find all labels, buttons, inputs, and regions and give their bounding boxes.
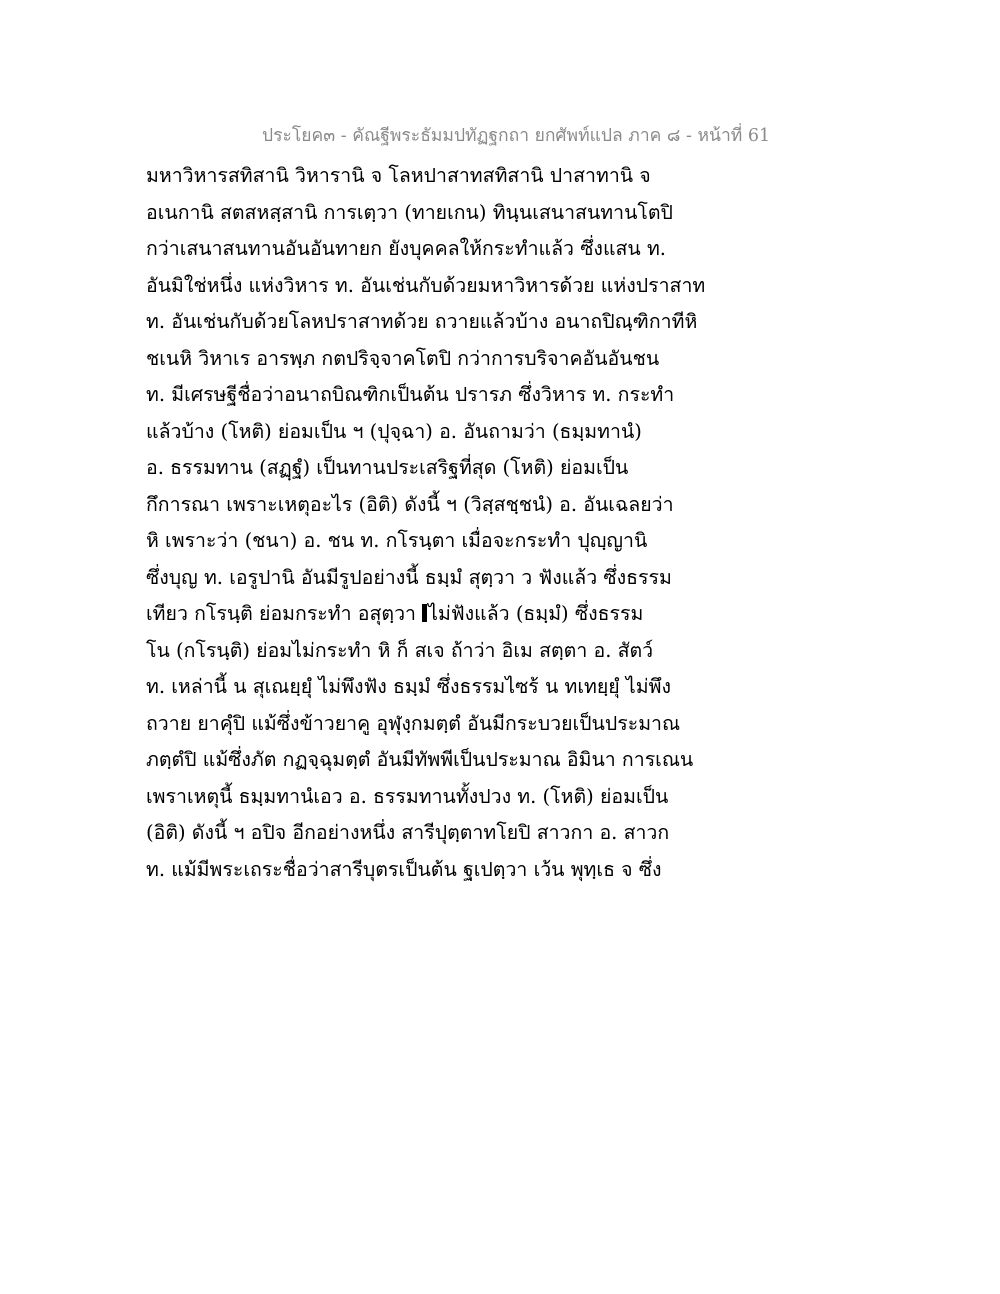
text-line-13-head: เทียว กโรนฺติ ย่อมกระทำ อสุตฺวา — [146, 602, 423, 625]
text-line-15: ท. เหล่านี้ น สุเณยฺยุํ ไม่พึงฟัง ธมฺมํ ซึ่งธรรมไซร้ น ทเทยฺยุํ ไม่พึง — [146, 675, 671, 698]
text-line-4: อันมิใช่หนึ่ง แห่งวิหาร ท. อันเช่นกับด้วยมหาวิหารด้วย แห่งปราสาท — [146, 273, 706, 297]
text-line-16: ถวาย ยาคุํปิ แม้ซึ่งข้าวยาคู อุฬุงฺกมตฺตํ อันมีกระบวยเป็นประมาณ — [146, 711, 681, 735]
text-line-13-tail: ไม่ฟังแล้ว (ธมฺมํ) ซึ่งธรรม — [428, 602, 644, 625]
text-line-7: ท. มีเศรษฐีชื่อว่าอนาถบิณฑิกเป็นต้น ปรารภ ซึ่งวิหาร ท. กระทำ — [146, 383, 675, 406]
page-header: ประโยค๓ - คัณฐีพระธัมมปทัฏฐกถา ยกศัพท์แปล ภาค ๘ - หน้าที่ 61 — [262, 126, 771, 146]
text-line-3: กว่าเสนาสนทานอันอันทายก ยังบุคคลให้กระทำแล้ว ซึ่งแสน ท. — [146, 237, 667, 260]
text-line-5: ท. อันเช่นกับด้วยโลหปราสาทด้วย ถวายแล้วบ้าง อนาถปิณฺฑิกาทีหิ — [146, 310, 698, 333]
text-line-8: แล้วบ้าง (โหติ) ย่อมเป็น ฯ (ปุจฺฉา) อ. อันถามว่า (ธมฺมทานํ) — [146, 419, 642, 443]
text-line-2: อเนกานิ สตสหสฺสานิ การเตฺวา (ทายเกน) ทินฺนเสนาสนทานโตปิ — [146, 200, 673, 224]
text-line-6: ชเนหิ วิหาเร อารพฺภ กตปริจฺจาคโตปิ กว่าการบริจาคอันอันชน — [146, 346, 660, 370]
body-text — [146, 158, 726, 888]
text-line-10: กึการณา เพราะเหตุอะไร (อิติ) ดังนี้ ฯ (วิสฺสชฺชนํ) อ. อันเฉลยว่า — [146, 492, 674, 516]
text-line-14: โน (กโรนฺติ) ย่อมไม่กระทำ หิ ก็ สเจ ถ้าว่า อิเม สตฺตา อ. สัตว์ — [146, 638, 654, 662]
text-line-13 — [146, 596, 726, 633]
text-line-18: เพราเหตุนี้ ธมฺมทานํเอว อ. ธรรมทานทั้งปวง ท. (โหติ) ย่อมเป็น — [146, 784, 669, 808]
text-line-1: มหาวิหารสทิสานิ วิหารานิ จ โลหปาสาทสทิสานิ ปาสาทานิ จ — [146, 164, 651, 187]
text-line-19: (อิติ) ดังนี้ ฯ อปิจ อีกอย่างหนึ่ง สารีปุตฺตาทโยปิ สาวกา อ. สาวก — [146, 821, 670, 844]
text-line-9: อ. ธรรมทาน (สฏฺฐํ) เป็นทานประเสริฐที่สุด (โหติ) ย่อมเป็น — [146, 456, 629, 479]
text-line-17: ภตฺตํปิ แม้ซึ่งภัต กฏจฺฉุมตฺตํ อันมีทัพพีเป็นประมาณ อิมินา การเณน — [146, 748, 694, 771]
text-line-20: ท. แม้มีพระเถระชื่อว่าสารีบุตรเป็นต้น ฐเปตฺวา เว้น พุทฺเธ จ ซึ่ง — [146, 857, 662, 881]
text-line-11: หิ เพราะว่า (ชนา) อ. ชน ท. กโรนฺตา เมื่อจะกระทำ ปุญฺญานิ — [146, 529, 648, 552]
text-line-12: ซึ่งบุญ ท. เอรูปานิ อันมีรูปอย่างนี้ ธมฺมํ สุตฺวา ว ฟังแล้ว ซึ่งธรรม — [146, 565, 672, 589]
text-cursor-mark — [422, 604, 427, 622]
